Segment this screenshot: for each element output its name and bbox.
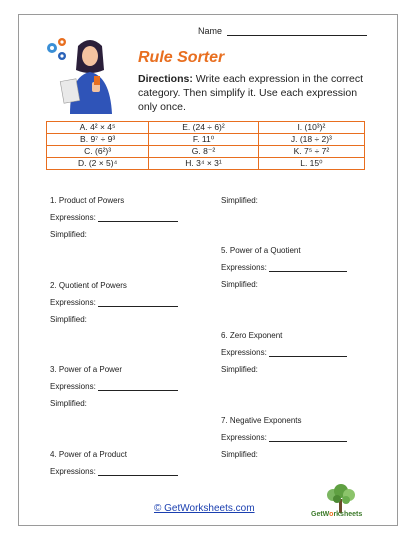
expressions-label: Expressions: [221,263,267,272]
name-field[interactable] [198,26,367,36]
category-3-title: 3. Power of a Power [50,365,123,374]
category-3-expressions[interactable] [50,382,178,391]
expression-cell: K. 7⁵ ÷ 7² [258,146,364,158]
answer-blank[interactable] [98,214,178,222]
category-2-expressions[interactable] [50,298,178,307]
table-row [47,146,365,158]
expression-cell: C. (6²)³ [47,146,149,158]
category-7-title: 7. Negative Exponents [221,416,302,425]
expression-cell: D. (2 × 5)⁴ [47,158,149,170]
page-title: Rule Sorter [138,49,225,66]
name-label: Name [198,26,223,36]
expressions-label: Expressions: [50,382,96,391]
answer-blank[interactable] [269,264,347,272]
category-4-title: 4. Power of a Product [50,450,127,459]
logo-text-3: rksheets [333,511,363,518]
expression-cell: J. (18 ÷ 2)³ [258,134,364,146]
directions-text: Write each expression in the correct category. Then simplify it. Use each expression only once. [138,73,364,113]
directions-label: Directions: [138,73,193,85]
expression-cell: E. (24 ÷ 6)² [149,122,259,134]
expressions-label: Expressions: [50,213,96,222]
answer-blank[interactable] [98,468,178,476]
category-1-title: 1. Product of Powers [50,196,125,205]
category-4-expressions[interactable] [50,467,178,476]
expression-cell: B. 9⁷ ÷ 9³ [47,134,149,146]
teacher-illustration [40,36,130,116]
category-4-simplified: Simplified: [221,196,258,205]
expression-cell: G. 8⁻² [149,146,259,158]
expression-cell: I. (10³)² [258,122,364,134]
category-1-expressions[interactable] [50,213,178,222]
logo-wordmark [311,511,362,518]
directions [138,72,370,114]
expression-table [46,121,365,170]
answer-blank[interactable] [269,349,347,357]
category-6-simplified: Simplified: [221,365,258,374]
expression-cell: L. 15⁰ [258,158,364,170]
category-5-title: 5. Power of a Quotient [221,246,301,255]
table-row [47,122,365,134]
expression-cell: A. 4² × 4⁵ [47,122,149,134]
category-3-simplified: Simplified: [50,399,87,408]
getworksheets-link[interactable]: © GetWorksheets.com [154,503,255,514]
expression-cell: H. 3⁴ × 3¹ [149,158,259,170]
category-1-simplified: Simplified: [50,230,87,239]
category-2-simplified: Simplified: [50,315,87,324]
expressions-label: Expressions: [50,467,96,476]
answer-blank[interactable] [269,434,347,442]
category-7-expressions[interactable] [221,433,347,442]
answer-blank[interactable] [98,299,178,307]
logo-text-2: o [329,511,334,518]
logo-text-1: GetW [311,511,330,518]
table-row [47,134,365,146]
category-6-expressions[interactable] [221,348,347,357]
expression-cell: F. 11⁰ [149,134,259,146]
name-underline[interactable] [227,26,367,36]
expressions-label: Expressions: [50,298,96,307]
category-2-title: 2. Quotient of Powers [50,281,127,290]
category-6-title: 6. Zero Exponent [221,331,283,340]
answer-blank[interactable] [98,383,178,391]
expressions-label: Expressions: [221,348,267,357]
category-5-expressions[interactable] [221,263,347,272]
category-7-simplified: Simplified: [221,450,258,459]
category-5-simplified: Simplified: [221,280,258,289]
table-row [47,158,365,170]
expressions-label: Expressions: [221,433,267,442]
